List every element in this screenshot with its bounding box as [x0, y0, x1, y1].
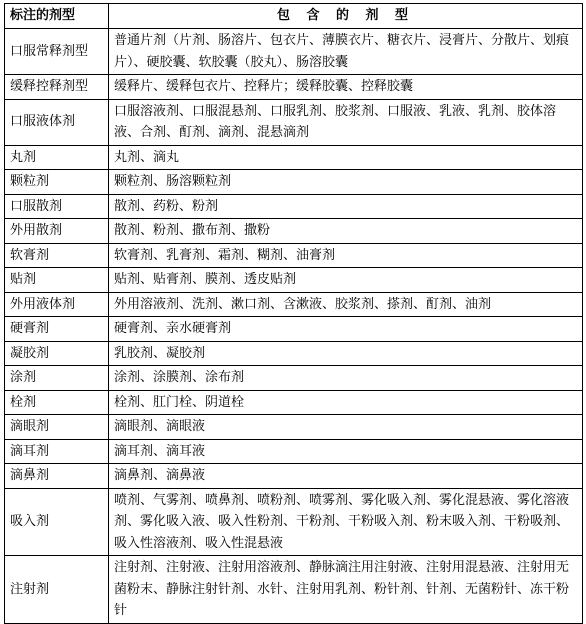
row-labeled-form: 软膏剂: [5, 243, 109, 268]
header-labeled-form: 标注的剂型: [5, 4, 109, 29]
row-labeled-form: 吸入剂: [5, 488, 109, 556]
row-labeled-form: 丸剂: [5, 145, 109, 170]
table-row: [5, 556, 583, 624]
table-row: [5, 439, 583, 464]
row-included-forms: 颗粒剂、肠溶颗粒剂: [109, 170, 583, 195]
table-row: [5, 268, 583, 293]
row-labeled-form: 栓剂: [5, 390, 109, 415]
table-row: [5, 194, 583, 219]
row-labeled-form: 口服液体剂: [5, 99, 109, 145]
table-row: [5, 317, 583, 342]
row-included-forms: 散剂、粉剂、撒布剂、撒粉: [109, 219, 583, 244]
row-labeled-form: 外用散剂: [5, 219, 109, 244]
row-included-forms: 滴耳剂、滴耳液: [109, 439, 583, 464]
row-labeled-form: 滴眼剂: [5, 415, 109, 440]
row-labeled-form: 口服散剂: [5, 194, 109, 219]
table-row: [5, 415, 583, 440]
row-included-forms: 软膏剂、乳膏剂、霜剂、糊剂、油膏剂: [109, 243, 583, 268]
row-included-forms: 外用溶液剂、洗剂、漱口剂、含漱液、胶浆剂、搽剂、酊剂、油剂: [109, 292, 583, 317]
row-labeled-form: 缓释控释剂型: [5, 75, 109, 100]
row-labeled-form: 口服常释剂型: [5, 29, 109, 75]
row-labeled-form: 凝胶剂: [5, 341, 109, 366]
table-row: [5, 145, 583, 170]
table-row: [5, 29, 583, 75]
row-included-forms: 缓释片、缓释包衣片、控释片；缓释胶囊、控释胶囊: [109, 75, 583, 100]
header-included-forms: 包 含 的 剂 型: [109, 4, 583, 29]
row-included-forms: 贴剂、贴膏剂、膜剂、透皮贴剂: [109, 268, 583, 293]
table-row: [5, 464, 583, 489]
table-row: [5, 99, 583, 145]
row-included-forms: 喷剂、气雾剂、喷鼻剂、喷粉剂、喷雾剂、雾化吸入剂、雾化混悬液、雾化溶液剂、雾化吸入液、吸入性粉剂、干粉剂、干粉吸入剂、粉末吸入剂、干粉吸剂、吸入性溶液剂、吸入性混悬液: [109, 488, 583, 556]
row-included-forms: 滴眼剂、滴眼液: [109, 415, 583, 440]
table-row: [5, 170, 583, 195]
row-labeled-form: 涂剂: [5, 366, 109, 391]
table-row: [5, 390, 583, 415]
table-row: [5, 488, 583, 556]
row-labeled-form: 滴鼻剂: [5, 464, 109, 489]
row-labeled-form: 外用液体剂: [5, 292, 109, 317]
row-included-forms: 栓剂、肛门栓、阴道栓: [109, 390, 583, 415]
row-included-forms: 乳胶剂、凝胶剂: [109, 341, 583, 366]
row-labeled-form: 贴剂: [5, 268, 109, 293]
row-labeled-form: 滴耳剂: [5, 439, 109, 464]
dosage-form-table: [4, 3, 583, 624]
table-header-row: [5, 4, 583, 29]
row-included-forms: 口服溶液剂、口服混悬剂、口服乳剂、胶浆剂、口服液、乳液、乳剂、胶体溶液、合剂、酊剂、滴剂、混悬滴剂: [109, 99, 583, 145]
row-included-forms: 注射剂、注射液、注射用溶液剂、静脉滴注用注射液、注射用混悬液、注射用无菌粉末、静脉注射针剂、水针、注射用乳剂、粉针剂、针剂、无菌粉针、冻干粉针: [109, 556, 583, 624]
table-row: [5, 219, 583, 244]
row-included-forms: 丸剂、滴丸: [109, 145, 583, 170]
row-labeled-form: 颗粒剂: [5, 170, 109, 195]
row-included-forms: 涂剂、涂膜剂、涂布剂: [109, 366, 583, 391]
table-row: [5, 366, 583, 391]
table-body: [5, 29, 583, 624]
row-included-forms: 散剂、药粉、粉剂: [109, 194, 583, 219]
table-row: [5, 243, 583, 268]
row-included-forms: 硬膏剂、亲水硬膏剂: [109, 317, 583, 342]
row-labeled-form: 注射剂: [5, 556, 109, 624]
row-labeled-form: 硬膏剂: [5, 317, 109, 342]
row-included-forms: 滴鼻剂、滴鼻液: [109, 464, 583, 489]
table-row: [5, 292, 583, 317]
table-row: [5, 75, 583, 100]
row-included-forms: 普通片剂（片剂、肠溶片、包衣片、薄膜衣片、糖衣片、浸膏片、分散片、划痕片）、硬胶囊、软胶囊（胶丸）、肠溶胶囊: [109, 29, 583, 75]
table-row: [5, 341, 583, 366]
